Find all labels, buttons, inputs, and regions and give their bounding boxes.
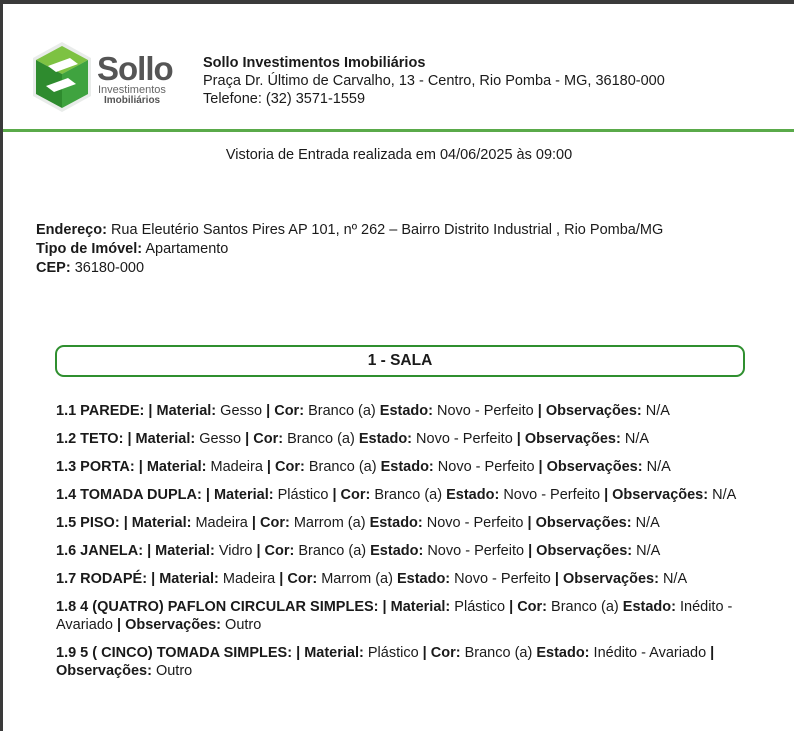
item-obs: N/A	[624, 431, 650, 447]
estado-label: Estado:	[358, 431, 413, 447]
obs-label: Observações:	[125, 617, 222, 633]
header-divider	[3, 129, 794, 132]
obs-label: Observações:	[535, 515, 632, 531]
estado-label: Estado:	[446, 487, 500, 503]
item-cor: Branco (a)	[298, 543, 367, 559]
info-tipo	[36, 240, 663, 259]
item-title: 1.6 JANELA:	[56, 543, 144, 559]
document-header	[0, 4, 794, 131]
item-title: 1.7 RODAPÉ:	[56, 571, 148, 587]
item-estado: Novo - Perfeito	[437, 459, 535, 475]
inspection-item: 1.1 PAREDE: | Material: Gesso | Cor: Branco (a) Estado: Novo - Perfeito | Observações: N/A	[56, 403, 670, 419]
info-endereco	[36, 221, 663, 240]
item-material: Gesso	[220, 403, 263, 419]
inspection-item: 1.4 TOMADA DUPLA: | Material: Plástico | Cor: Branco (a) Estado: Novo - Perfeito | Observações: N/A	[56, 487, 737, 503]
vistoria-time: às 09:00	[516, 147, 573, 163]
material-label: Material:	[131, 515, 192, 531]
estado-label: Estado:	[536, 645, 590, 661]
material-label: Material:	[135, 431, 196, 447]
obs-label: Observações:	[56, 663, 152, 679]
inspection-item: 1.9 5 ( CINCO) TOMADA SIMPLES: | Material: Plástico | Cor: Branco (a) Estado: Inédito - Avariado | Observações: Outro	[56, 645, 715, 679]
item-title: 1.5 PISO:	[56, 515, 120, 531]
estado-label: Estado:	[379, 403, 433, 419]
item-estado: Novo - Perfeito	[503, 487, 601, 503]
item-estado: Novo - Perfeito	[454, 571, 551, 587]
cep-value: 36180-000	[74, 260, 145, 276]
item-title: 1.3 PORTA:	[56, 459, 135, 475]
material-label: Material:	[155, 543, 215, 559]
inspection-item: 1.7 RODAPÉ: | Material: Madeira | Cor: Marrom (a) Estado: Novo - Perfeito | Observações: N/A	[56, 571, 688, 587]
item-estado: Novo - Perfeito	[427, 543, 525, 559]
estado-label: Estado:	[622, 599, 676, 615]
cor-label: Cor:	[275, 459, 305, 475]
item-material: Plástico	[367, 645, 419, 661]
cor-label: Cor:	[253, 431, 284, 447]
logo-brand: Sollo	[97, 50, 173, 87]
cor-label: Cor:	[274, 403, 305, 419]
inspection-item: 1.3 PORTA: | Material: Madeira | Cor: Branco (a) Estado: Novo - Perfeito | Observações: N/A	[56, 459, 671, 475]
item-material: Madeira	[210, 459, 263, 475]
item-material: Madeira	[195, 515, 248, 531]
item-cor: Marrom (a)	[321, 571, 393, 587]
item-estado: Novo - Perfeito	[416, 431, 513, 447]
item-cor: Branco (a)	[308, 459, 377, 475]
property-info	[36, 221, 663, 278]
item-obs: N/A	[662, 571, 688, 587]
item-cor: Branco (a)	[374, 487, 443, 503]
item-material: Gesso	[199, 431, 242, 447]
item-title: 1.2 TETO:	[56, 431, 124, 447]
cor-label: Cor:	[264, 543, 295, 559]
tipo-label: Tipo de Imóvel:	[36, 241, 143, 257]
obs-label: Observações:	[536, 543, 633, 559]
vistoria-text: Vistoria de Entrada realizada em 04/06/2025	[225, 147, 513, 163]
inspection-item: 1.5 PISO: | Material: Madeira | Cor: Marrom (a) Estado: Novo - Perfeito | Observações: N/A	[56, 515, 660, 531]
item-obs: N/A	[646, 459, 671, 475]
obs-label: Observações:	[524, 431, 621, 447]
item-estado: Novo - Perfeito	[437, 403, 534, 419]
item-estado: Inédito - Avariado	[593, 645, 707, 661]
item-title: 1.8 4 (QUATRO) PAFLON CIRCULAR SIMPLES:	[56, 599, 379, 615]
item-obs: Outro	[225, 617, 262, 633]
obs-label: Observações:	[563, 571, 659, 587]
obs-label: Observações:	[612, 487, 709, 503]
material-label: Material:	[156, 403, 217, 419]
company-phone: Telefone: (32) 3571-1559	[203, 91, 366, 107]
item-estado: Novo - Perfeito	[426, 515, 524, 531]
cor-label: Cor:	[340, 487, 371, 503]
inspection-item: 1.2 TETO: | Material: Gesso | Cor: Branco (a) Estado: Novo - Perfeito | Observações: N/A	[56, 431, 650, 447]
endereco-label: Endereço:	[36, 222, 107, 238]
cor-label: Cor:	[517, 599, 548, 615]
logo-sub2: Imobiliários	[104, 95, 161, 106]
estado-label: Estado:	[369, 515, 423, 531]
section-header-sala: 1 - SALA	[55, 345, 745, 377]
obs-label: Observações:	[545, 403, 642, 419]
material-label: Material:	[390, 599, 451, 615]
estado-label: Estado:	[380, 459, 434, 475]
tipo-value: Apartamento	[145, 241, 229, 257]
cep-label: CEP:	[36, 260, 71, 276]
inspection-item: 1.8 4 (QUATRO) PAFLON CIRCULAR SIMPLES: | Material: Plástico | Cor: Branco (a) Estado: Inédito - Avariado | Observações: Outro	[56, 599, 733, 633]
item-material: Plástico	[454, 599, 506, 615]
item-title: 1.4 TOMADA DUPLA:	[56, 487, 202, 503]
item-obs: N/A	[712, 487, 737, 503]
estado-label: Estado:	[370, 543, 424, 559]
item-title: 1.9 5 ( CINCO) TOMADA SIMPLES:	[56, 645, 293, 661]
item-obs: Outro	[155, 663, 193, 679]
material-label: Material:	[159, 571, 219, 587]
company-info	[203, 54, 665, 108]
item-cor: Branco (a)	[551, 599, 619, 615]
item-cor: Branco (a)	[464, 645, 533, 661]
item-obs: N/A	[645, 403, 670, 419]
vistoria-title	[0, 147, 794, 163]
item-cor: Branco (a)	[287, 431, 355, 447]
material-label: Material:	[304, 645, 364, 661]
logo-sub1: Investimentos	[98, 84, 166, 96]
item-estado: Inédito - Avariado	[56, 599, 733, 633]
company-name: Sollo Investimentos Imobiliários	[203, 55, 426, 71]
item-material: Vidro	[218, 543, 253, 559]
inspection-item: 1.6 JANELA: | Material: Vidro | Cor: Branco (a) Estado: Novo - Perfeito | Observações: N/A	[56, 543, 661, 559]
cor-label: Cor:	[430, 645, 461, 661]
estado-label: Estado:	[396, 571, 451, 587]
item-obs: N/A	[636, 543, 661, 559]
item-cor: Marrom (a)	[293, 515, 366, 531]
info-cep	[36, 259, 663, 278]
inspection-items	[56, 402, 781, 680]
company-address: Praça Dr. Último de Carvalho, 13 - Centro, Rio Pomba - MG, 36180-000	[203, 73, 665, 89]
cor-label: Cor:	[287, 571, 318, 587]
item-material: Madeira	[222, 571, 276, 587]
material-label: Material:	[213, 487, 274, 503]
obs-label: Observações:	[546, 459, 643, 475]
item-material: Plástico	[277, 487, 329, 503]
endereco-value: Rua Eleutério Santos Pires AP 101, nº 262 – Bairro Distrito Industrial , Rio Pomba/MG	[110, 222, 664, 238]
cor-label: Cor:	[259, 515, 290, 531]
item-obs: N/A	[635, 515, 660, 531]
item-cor: Branco (a)	[308, 403, 376, 419]
material-label: Material:	[146, 459, 207, 475]
item-title: 1.1 PAREDE:	[56, 403, 145, 419]
